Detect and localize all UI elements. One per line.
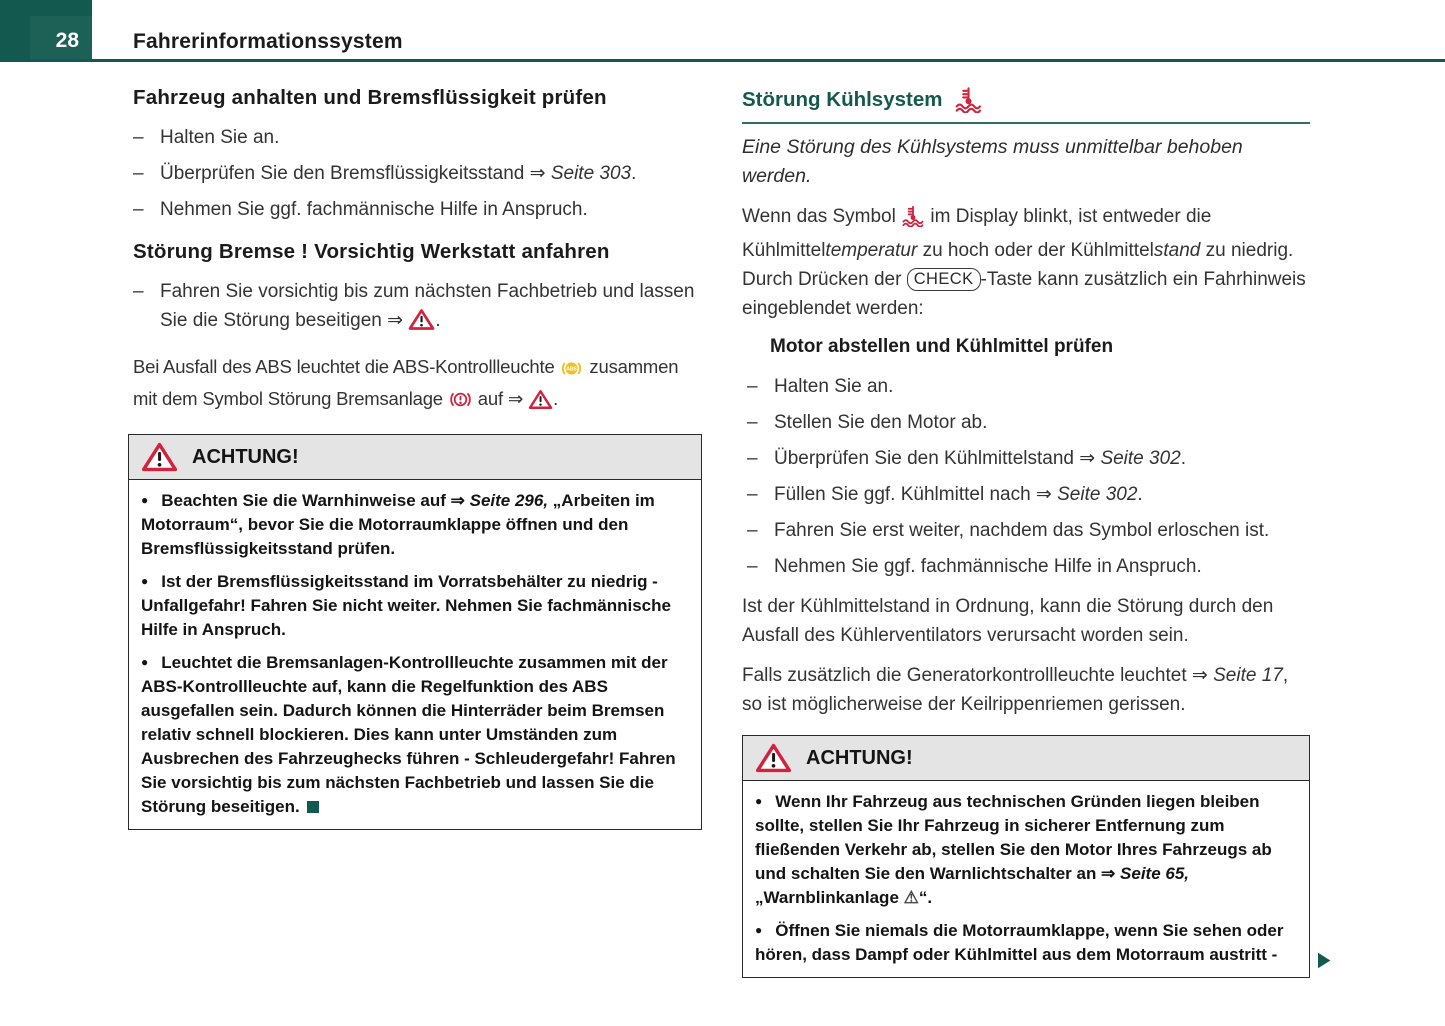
page-ref: Seite 302 (1100, 448, 1181, 469)
brake-fluid-list (128, 123, 702, 224)
bullet-marker: ● (141, 493, 149, 507)
page-ref: Seite 296, (469, 491, 549, 510)
page-ref: Seite 303 (550, 163, 632, 184)
left-column (128, 86, 702, 830)
text-segment: . (435, 310, 441, 331)
chapter-title: Fahrerinformationssystem (133, 30, 403, 53)
text-segment: „Arbeiten im Motorraum“, bevor Sie die Motorraumklappe öffnen und den Bremsflüssigkeitsstand prüfen. (141, 491, 655, 558)
page-ref: Seite 302 (1057, 484, 1138, 505)
warning-box-left (128, 434, 702, 830)
abs-paragraph (133, 352, 702, 418)
text-segment: . (1180, 448, 1187, 469)
bullet-marker: ● (755, 923, 763, 937)
list-item-text: Nehmen Sie ggf. fachmännische Hilfe in Anspruch. (774, 556, 1202, 577)
svg-text:ABS: ABS (566, 366, 578, 373)
emphasis-text: stand (1153, 240, 1201, 261)
list-item-text: Stellen Sie den Motor ab. (774, 412, 988, 433)
section-end-marker (307, 801, 319, 813)
text-segment: Überprüfen Sie den Kühlmittelstand ⇒ (774, 448, 1101, 469)
text-segment: Wenn Ihr Fahrzeug aus technischen Gründen liegen bleiben sollte, stellen Sie Ihr Fahrzeug in sicherer Entfernung zum fließenden Verkehr ab, stellen Sie den Motor Ihres Fahrzeugs ab und schalten Sie den Warnlichtschalter an ⇒ (755, 792, 1272, 883)
dash-marker: – (747, 520, 758, 541)
list-item (747, 516, 1310, 545)
warning-bullet-item (755, 918, 1297, 967)
text-segment: , so ist möglicherweise der Keilrippenriemen gerissen. (742, 665, 1289, 715)
hazard-triangle-glyph: ⚠ (903, 888, 919, 907)
section-heading-brake-fluid: Fahrzeug anhalten und Bremsflüssigkeit prüfen (133, 86, 607, 109)
page-ref: Seite 17 (1213, 665, 1283, 686)
list-item (133, 195, 702, 224)
list-item-text (774, 444, 1310, 473)
header-rule (0, 59, 1445, 62)
list-item-text: Halten Sie an. (160, 127, 280, 148)
section-heading-cooling-system (742, 86, 1310, 124)
generator-paragraph (742, 661, 1310, 719)
coolant-check-list (742, 372, 1310, 581)
warning-triangle-icon (408, 308, 435, 340)
warning-box-right (742, 735, 1310, 978)
right-column (742, 86, 1310, 978)
text-segment: im Display blinkt, ist entweder die Kühlmittel (742, 206, 1212, 261)
dash-marker: – (747, 484, 758, 505)
list-item (747, 444, 1310, 473)
warning-box-body (129, 480, 701, 829)
coolant-fan-paragraph: Ist der Kühlmittelstand in Ordnung, kann die Störung durch den Ausfall des Kühlerventilators verursacht worden sein. (742, 596, 1274, 646)
warning-box-title: ACHTUNG! (192, 445, 299, 468)
dash-marker: – (133, 281, 144, 302)
dash-marker: – (747, 376, 758, 397)
text-segment: Ist der Bremsflüssigkeitsstand im Vorratsbehälter zu niedrig - Unfallgefahr! Fahren Sie nicht weiter. Nehmen Sie fachmännische Hilfe in Anspruch. (141, 572, 671, 639)
continuation-arrow-icon (1317, 952, 1331, 969)
brake-fault-list (128, 277, 702, 340)
list-item-text (160, 159, 702, 188)
text-segment: auf ⇒ (472, 388, 529, 409)
emphasis-text: temperatur (825, 240, 918, 261)
text-segment: Beachten Sie die Warnhinweise auf ⇒ (161, 491, 470, 510)
list-item-text (160, 277, 702, 340)
list-item (747, 480, 1310, 509)
warning-bullet-item (755, 789, 1297, 910)
list-item-text: Fahren Sie erst weiter, nachdem das Symbol erloschen ist. (774, 520, 1270, 541)
coolant-temperature-icon (901, 205, 925, 236)
list-item (747, 408, 1310, 437)
list-item (133, 159, 702, 188)
cooling-intro-paragraph (742, 202, 1310, 323)
warning-bullet-item (141, 569, 689, 642)
bullet-marker: ● (141, 574, 149, 588)
bullet-marker: ● (755, 794, 763, 808)
dash-marker: – (747, 556, 758, 577)
text-segment: zu niedrig. Durch Drücken der (742, 240, 1294, 290)
warning-triangle-icon (755, 742, 792, 774)
text-segment: zusammen mit dem Symbol Störung Bremsanlage (133, 356, 679, 409)
text-segment: Öffnen Sie niemals die Motorraumklappe, wenn Sie sehen oder hören, dass Dampf oder Kühlmittel aus dem Motorraum austritt - (755, 921, 1284, 964)
section-heading-text: Störung Kühlsystem (742, 87, 943, 111)
lead-paragraph: Eine Störung des Kühlsystems muss unmittelbar behoben werden. (742, 136, 1243, 187)
check-key-label: CHECK (907, 268, 981, 291)
dash-marker: – (133, 163, 144, 184)
warning-bullet-item (141, 650, 689, 819)
text-segment: . (631, 163, 637, 184)
dash-marker: – (133, 199, 144, 220)
list-item-text: Halten Sie an. (774, 376, 894, 397)
dash-marker: – (747, 412, 758, 433)
list-item (747, 372, 1310, 401)
warning-triangle-icon (528, 389, 553, 418)
text-segment: Bei Ausfall des ABS leuchtet die ABS-Kontrollleuchte (133, 356, 560, 377)
text-segment: Überprüfen Sie den Bremsflüssigkeitsstand ⇒ (160, 163, 551, 184)
text-segment: Fahren Sie vorsichtig bis zum nächsten Fachbetrieb und lassen Sie die Störung beseitigen ⇒ (160, 281, 695, 331)
coolant-temperature-icon (954, 86, 983, 113)
text-segment: . (1137, 484, 1143, 505)
abs-warning-icon (559, 355, 584, 384)
dash-marker: – (747, 448, 758, 469)
section-heading-brake-fault: Störung Bremse ! Vorsichtig Werkstatt anfahren (133, 240, 610, 263)
list-item (747, 552, 1310, 581)
list-item-text: Nehmen Sie ggf. fachmännische Hilfe in Anspruch. (160, 199, 588, 220)
text-segment: Falls zusätzlich die Generatorkontrollleuchte leuchtet ⇒ (742, 665, 1214, 686)
text-segment: Wenn das Symbol (742, 206, 902, 227)
text-segment: . (553, 388, 559, 409)
list-item-text (774, 480, 1310, 509)
warning-box-header (129, 435, 701, 480)
text-segment: “. (918, 888, 933, 907)
text-segment: „Warnblinkanlage (755, 888, 904, 907)
warning-triangle-icon (141, 441, 178, 473)
text-segment: Füllen Sie ggf. Kühlmittel nach ⇒ (774, 484, 1058, 505)
list-item (133, 277, 702, 340)
sub-heading-engine-off: Motor abstellen und Kühlmittel prüfen (770, 336, 1114, 357)
text-segment: zu hoch oder der Kühlmittel (917, 240, 1154, 261)
brake-warning-icon (448, 387, 473, 416)
dash-marker: – (133, 127, 144, 148)
text-segment: Leuchtet die Bremsanlagen-Kontrollleuchte zusammen mit der ABS-Kontrollleuchte auf, kann die Regelfunktion des ABS ausgefallen sein. Dadurch können die Hinterräder beim Bremsen relativ schnell blockieren. Dies kann unter Umständen zum Ausbrechen des Fahrzeughecks führen - Schleudergefahr! Fahren Sie vorsichtig bis zum nächsten Fachbetrieb und lassen Sie die Störung beseitigen. (141, 653, 676, 816)
text-segment: -Taste kann zusätzlich ein Fahrhinweis eingeblendet werden: (742, 269, 1306, 319)
warning-box-header (743, 736, 1309, 781)
list-item (133, 123, 702, 152)
warning-box-body (743, 781, 1309, 977)
bullet-marker: ● (141, 655, 149, 669)
warning-box-title: ACHTUNG! (806, 746, 913, 769)
warning-bullet-item (141, 488, 689, 561)
page-ref: Seite 65, (1120, 864, 1190, 883)
page-number: 28 (55, 29, 79, 52)
